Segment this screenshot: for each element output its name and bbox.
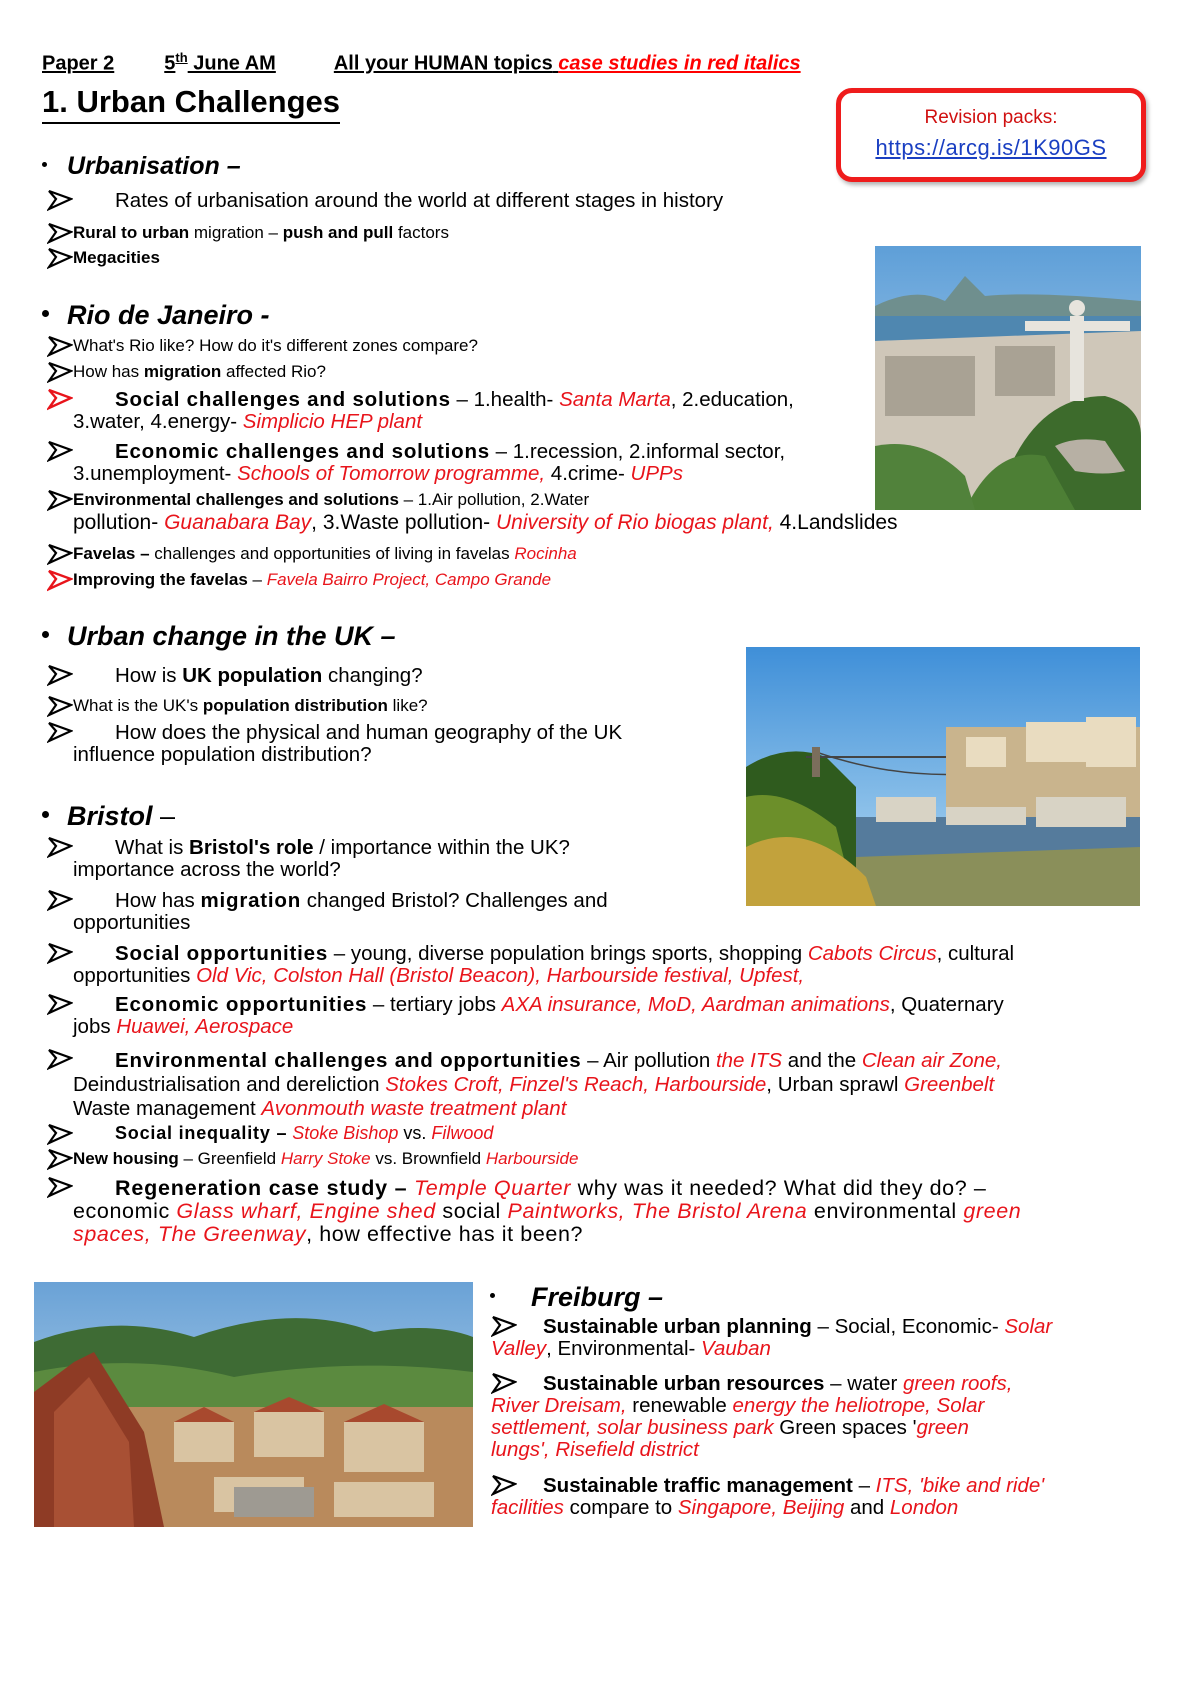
list-item: Social opportunities – young, diverse population brings sports, shopping Cabots Circus, cultural opportunities Old Vic, Colston Hall (Bristol Beacon), Harbourside festival, Upfest, [47, 943, 1147, 987]
list-item: Improving the favelas – Favela Bairro Project, Campo Grande [47, 570, 551, 589]
rio-photo [875, 246, 1141, 510]
section-bristol-heading: Bristol – [42, 801, 175, 832]
arrow-bullet-icon [47, 221, 73, 245]
list-item: Megacities [47, 248, 160, 267]
list-item: Social challenges and solutions – 1.health- Santa Marta, 2.education, 3.water, 4.energy- Simplicio HEP plant [47, 389, 867, 433]
list-item: Environmental challenges and solutions – 1.Air pollution, 2.Water pollution- Guanabara Bay, 3.Waste pollution- University of Rio biogas plant, 4.Landslides [47, 490, 1047, 537]
list-item: Social inequality – Stoke Bishop vs. Filwood [47, 1124, 493, 1143]
list-item: Environmental challenges and opportunities – Air pollution the ITS and the Clean air Zone, Deindustrialisation and dereliction Stokes Croft, Finzel's Reach, Harbourside, Urban sprawl Greenbelt Waste management Avonmouth waste treatment plant [47, 1049, 1167, 1121]
arrow-bullet-icon [47, 720, 73, 744]
arrow-bullet-icon [47, 360, 73, 384]
header-line [42, 50, 801, 76]
revision-label: Revision packs: [924, 107, 1058, 128]
arrow-bullet-icon [47, 1122, 73, 1146]
header-day: 5 [164, 52, 176, 75]
bullet-dot-icon [42, 310, 49, 317]
header-day-sup: th [175, 50, 188, 65]
list-item: Economic opportunities – tertiary jobs AXA insurance, MoD, Aardman animations, Quaternary jobs Huawei, Aerospace [47, 994, 1147, 1038]
section-urbanisation-heading: Urbanisation – [42, 152, 241, 181]
freiburg-photo [34, 1282, 473, 1527]
list-item: How has migration changed Bristol? Challenges and opportunities [47, 890, 747, 934]
arrow-bullet-icon [47, 1047, 73, 1071]
arrow-bullet-icon [491, 1473, 517, 1497]
arrow-bullet-icon [47, 888, 73, 912]
section-uk-heading: Urban change in the UK – [42, 621, 396, 652]
arrow-bullet-icon [47, 835, 73, 859]
arrow-bullet-icon [491, 1371, 517, 1395]
list-item: How is UK population changing? [47, 665, 423, 687]
list-item: How has migration affected Rio? [47, 362, 326, 381]
revision-link[interactable]: https://arcg.is/1K90GS [875, 135, 1107, 160]
arrow-bullet-icon [47, 334, 73, 358]
list-item: What is the UK's population distribution like? [47, 696, 428, 715]
list-item: Favelas – challenges and opportunities of living in favelas Rocinha [47, 544, 577, 563]
arrow-bullet-icon [47, 694, 73, 718]
header-topics: All your HUMAN topics [333, 52, 553, 75]
arrow-bullet-icon [47, 488, 73, 512]
list-item: Sustainable urban resources – water green roofs, River Dreisam, renewable energy the heliotrope, Solar settlement, solar business park Green spaces 'green lungs', Risefield district [491, 1372, 1013, 1461]
bristol-photo [746, 647, 1140, 906]
header-case-note: case studies in red italics [558, 52, 801, 75]
bullet-dot-icon [490, 1293, 495, 1298]
arrow-bullet-icon [47, 246, 73, 270]
header-paper: Paper 2 [42, 52, 115, 75]
list-item: Regeneration case study – Temple Quarter why was it needed? What did they do? – economic Glass wharf, Engine shed social Paintworks, The Bristol Arena environmental green spaces, The Greenway, how effective has it been? [47, 1177, 1127, 1246]
arrow-bullet-icon [47, 568, 73, 592]
arrow-bullet-icon [491, 1314, 517, 1338]
list-item: What's Rio like? How do it's different zones compare? [47, 336, 478, 355]
revision-box [836, 88, 1146, 182]
arrow-bullet-icon [47, 1147, 73, 1171]
list-item: New housing – Greenfield Harry Stoke vs. Brownfield Harbourside [47, 1149, 578, 1168]
list-item: Sustainable urban planning – Social, Economic- Solar Valley, Environmental- Vauban [491, 1315, 1053, 1360]
list-item: Economic challenges and solutions – 1.recession, 2.informal sector, 3.unemployment- Schools of Tomorrow programme, 4.crime- UPPs [47, 441, 867, 485]
arrow-bullet-icon [47, 992, 73, 1016]
list-item: How does the physical and human geography of the UK influence population distribution? [47, 722, 747, 766]
bullet-dot-icon [42, 631, 49, 638]
bullet-dot-icon [42, 162, 47, 167]
list-item: What is Bristol's role / importance within the UK? importance across the world? [47, 837, 747, 881]
arrow-bullet-icon [47, 439, 73, 463]
list-item: Rural to urban migration – push and pull factors [47, 223, 449, 242]
page-title: 1. Urban Challenges [42, 84, 340, 124]
bullet-dot-icon [42, 811, 49, 818]
arrow-bullet-icon [47, 188, 73, 212]
header-date: June AM [187, 52, 276, 75]
arrow-bullet-icon [47, 1175, 73, 1199]
list-item: Sustainable traffic management – ITS, 'bike and ride' facilities compare to Singapore, Beijing and London [491, 1474, 1045, 1519]
arrow-bullet-icon [47, 941, 73, 965]
section-freiburg-heading: Freiburg – [490, 1282, 663, 1313]
section-rio-heading: Rio de Janeiro - [42, 300, 270, 331]
arrow-bullet-icon [47, 542, 73, 566]
arrow-bullet-icon [47, 387, 73, 411]
list-item: Rates of urbanisation around the world at different stages in history [47, 190, 807, 212]
arrow-bullet-icon [47, 663, 73, 687]
